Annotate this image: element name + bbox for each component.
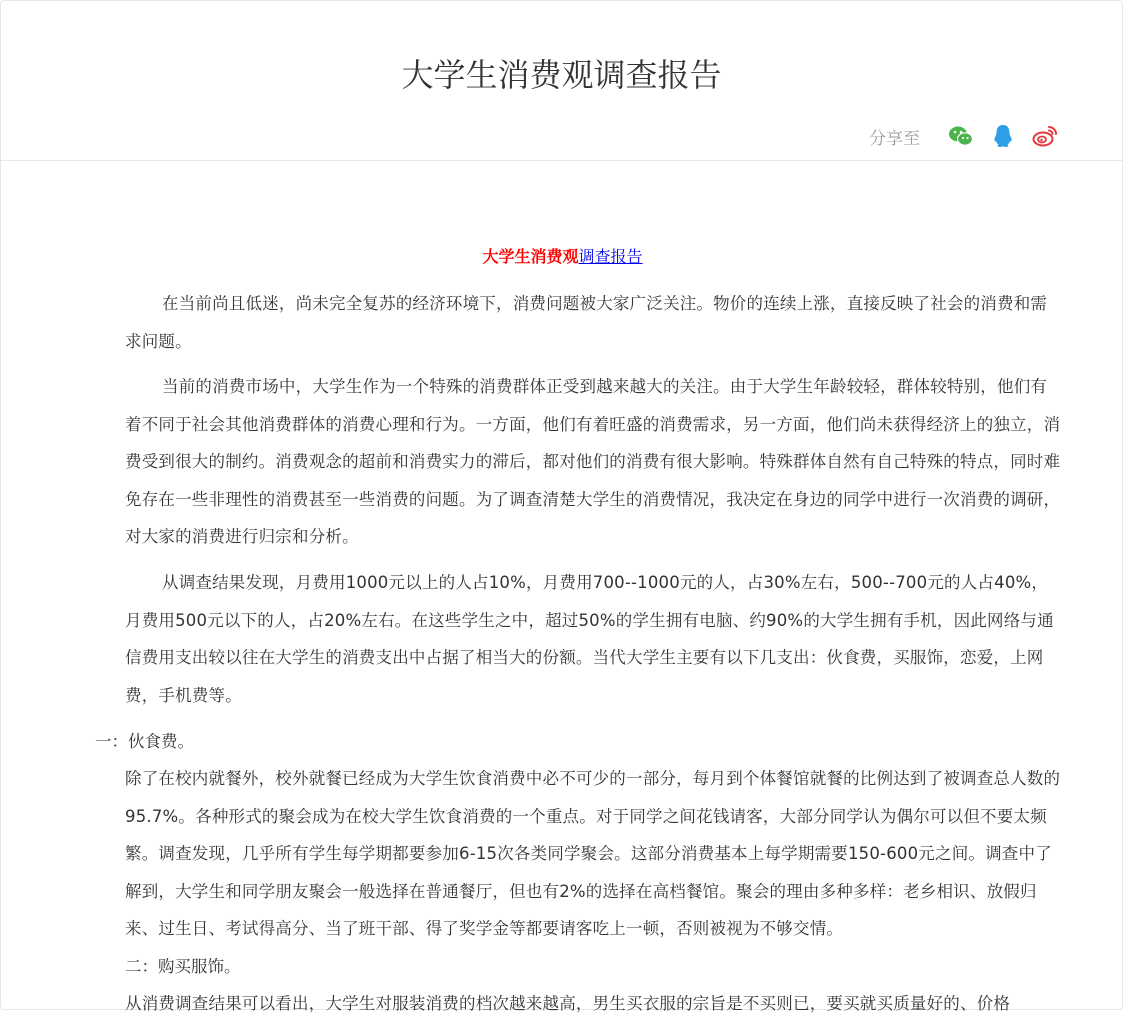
weibo-icon[interactable] — [1030, 121, 1060, 151]
document-title-text: 大学生消费观 — [482, 247, 579, 266]
page-title: 大学生消费观调查报告 — [401, 56, 722, 94]
paragraph-clothing: 从消费调查结果可以看出，大学生对服装消费的档次越来越高，男生买衣服的宗旨是不买则已，要买就买质量好的、价格 — [125, 994, 1011, 1013]
share-bar — [869, 121, 1060, 151]
paragraph-background: 当前的消费市场中，大学生作为一个特殊的消费群体正受到越来越大的关注。由于大学生年龄较轻，群体较特别，他们有着不同于社会其他消费群体的消费心理和行为。一方面，他们有着旺盛的消费需求，另一方面，他们尚未获得经济上的独立，消费受到很大的制约。消费观念的超前和消费实力的滞后，都对他们的消费有很大影响。特殊群体自然有自己特殊的特点，同时难免存在一些非理性的消费甚至一些消费的问题。为了调查清楚大学生的消费情况，我决定在身边的同学中进行一次消费的调研，对大家的消费进行归宗和分析。 — [125, 377, 1061, 546]
document-title-link[interactable]: 调查报告 — [578, 247, 643, 266]
qq-icon[interactable] — [988, 121, 1018, 151]
share-label: 分享至 — [869, 128, 920, 149]
paragraph-food: 除了在校内就餐外，校外就餐已经成为大学生饮食消费中必不可少的一部分，每月到个体餐馆就餐的比例达到了被调查总人数的95.7%。各种形式的聚会成为在校大学生饮食消费的一个重点。对于同学之间花钱请客，大部分同学认为偶尔可以但不要太频繁。调查发现，几乎所有学生每学期都要参加6-15次各类同学聚会。这部分消费基本上每学期需要150-600元之间。调查中了解到，大学生和同学朋友聚会一般选择在普通餐厅，但也有2%的选择在高档餐馆。聚会的理由多种多样：老乡相识、放假归来、过生日、考试得高分、当了班干部、得了奖学金等都要请客吃上一顿，否则被视为不够交情。 — [125, 769, 1061, 938]
wechat-icon[interactable] — [946, 121, 976, 151]
section-heading-food: 一：伙食费。 — [95, 732, 194, 751]
section-heading-clothing: 二：购买服饰。 — [125, 957, 241, 976]
paragraph-intro: 在当前尚且低迷，尚未完全复苏的经济环境下，消费问题被大家广泛关注。物价的连续上涨，直接反映了社会的消费和需求问题。 — [125, 294, 1048, 351]
article-header — [1, 1, 1122, 161]
paragraph-findings: 从调查结果发现，月费用1000元以上的人占10%，月费用700--1000元的人，占30%左右，500--700元的人占40%，月费用500元以下的人，占20%左右。在这些学生之中，超过50%的学生拥有电脑、约90%的大学生拥有手机，因此网络与通信费用支出较以往在大学生的消费支出中占据了相当大的份额。当代大学生主要有以下几支出：伙食费，买服饰，恋爱，上网费，手机费等。 — [125, 573, 1054, 705]
document-title — [1, 245, 1124, 269]
